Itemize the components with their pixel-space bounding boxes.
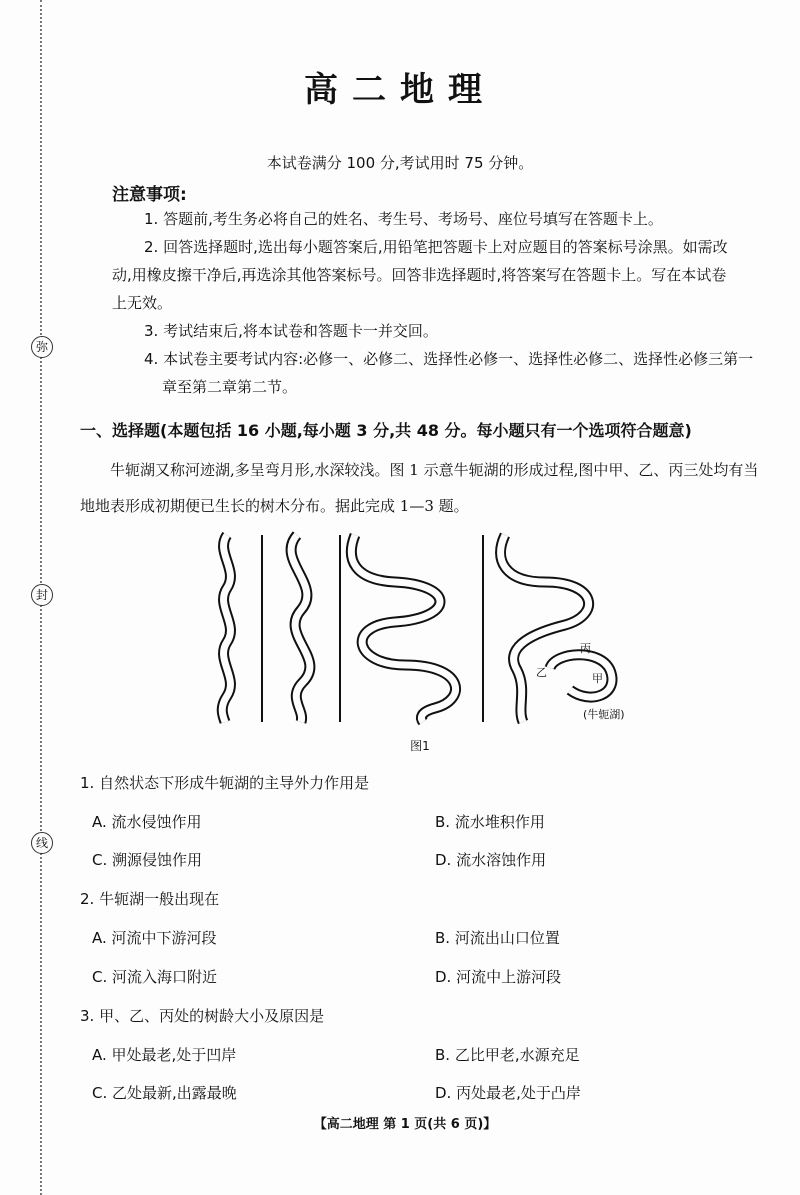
question-2-option-c: C. 河流入海口附近 bbox=[92, 968, 218, 986]
question-1-stem: 1. 自然状态下形成牛轭湖的主导外力作用是 bbox=[80, 774, 370, 792]
question-3-stem: 3. 甲、乙、丙处的树龄大小及原因是 bbox=[80, 1007, 325, 1025]
question-2-option-b: B. 河流出山口位置 bbox=[435, 929, 560, 947]
section-intro: 牛轭湖又称河迹湖,多呈弯月形,水深较浅。图 1 示意牛轭湖的形成过程,图中甲、乙、丙三处均有当地地表形成初期便已生长的树木分布。据此完成 1—3 题。 bbox=[80, 461, 759, 515]
question-3-option-a: A. 甲处最老,处于凹岸 bbox=[92, 1046, 237, 1064]
question-2-option-a: A. 河流中下游河段 bbox=[92, 929, 217, 947]
river-stage-3 bbox=[351, 535, 455, 722]
marker-yi: 乙 bbox=[536, 666, 547, 679]
binding-char-xian: 线 bbox=[31, 832, 53, 854]
binding-char-feng: 封 bbox=[31, 584, 53, 606]
notice-heading: 注意事项: bbox=[112, 185, 187, 205]
page-footer: 【高二地理 第 1 页(共 6 页)】 bbox=[313, 1117, 497, 1132]
question-1-option-b: B. 流水堆积作用 bbox=[435, 813, 545, 831]
question-3-option-b: B. 乙比甲老,水源充足 bbox=[435, 1046, 580, 1064]
river-stage-2 bbox=[291, 535, 310, 722]
notice-item-4: 4. 本试卷主要考试内容:必修一、必修二、选择性必修一、选择性必修二、选择性必修三第一章至第二章第二节。 bbox=[144, 350, 754, 396]
question-1-option-c: C. 溯源侵蚀作用 bbox=[92, 851, 203, 869]
question-2-option-d: D. 河流中上游河段 bbox=[435, 968, 562, 986]
binding-char-mi: 弥 bbox=[31, 336, 53, 358]
river-stage-4 bbox=[501, 535, 612, 722]
notice-item-3: 3. 考试结束后,将本试卷和答题卡一并交回。 bbox=[144, 322, 438, 340]
marker-oxbow-lake: (牛轭湖) bbox=[583, 708, 625, 721]
question-1-option-d: D. 流水溶蚀作用 bbox=[435, 851, 547, 869]
marker-bing: 丙 bbox=[580, 642, 591, 655]
river-stage-1 bbox=[222, 535, 230, 722]
page-title: 高二地理 bbox=[304, 70, 496, 110]
notice-item-1: 1. 答题前,考生务必将自己的姓名、考生号、考场号、座位号填写在答题卡上。 bbox=[144, 210, 663, 228]
question-3-option-c: C. 乙处最新,出露最晚 bbox=[92, 1084, 237, 1102]
exam-info: 本试卷满分 100 分,考试用时 75 分钟。 bbox=[266, 154, 534, 172]
question-1-option-a: A. 流水侵蚀作用 bbox=[92, 813, 202, 831]
question-3-option-d: D. 丙处最老,处于凸岸 bbox=[435, 1084, 581, 1102]
figure-caption: 图1 bbox=[410, 739, 430, 753]
notice-item-2: 2. 回答选择题时,选出每小题答案后,用铅笔把答题卡上对应题目的答案标号涂黑。如需改动,用橡皮擦干净后,再选涂其他答案标号。回答非选择题时,将答案写在答题卡上。写在本试卷上无效。 bbox=[112, 238, 728, 312]
marker-jia: 甲 bbox=[592, 672, 603, 685]
oxbow-lake-figure bbox=[205, 530, 665, 730]
question-2-stem: 2. 牛轭湖一般出现在 bbox=[80, 890, 220, 908]
section-heading: 一、选择题(本题包括 16 小题,每小题 3 分,共 48 分。每小题只有一个选项符合题意) bbox=[80, 421, 692, 440]
